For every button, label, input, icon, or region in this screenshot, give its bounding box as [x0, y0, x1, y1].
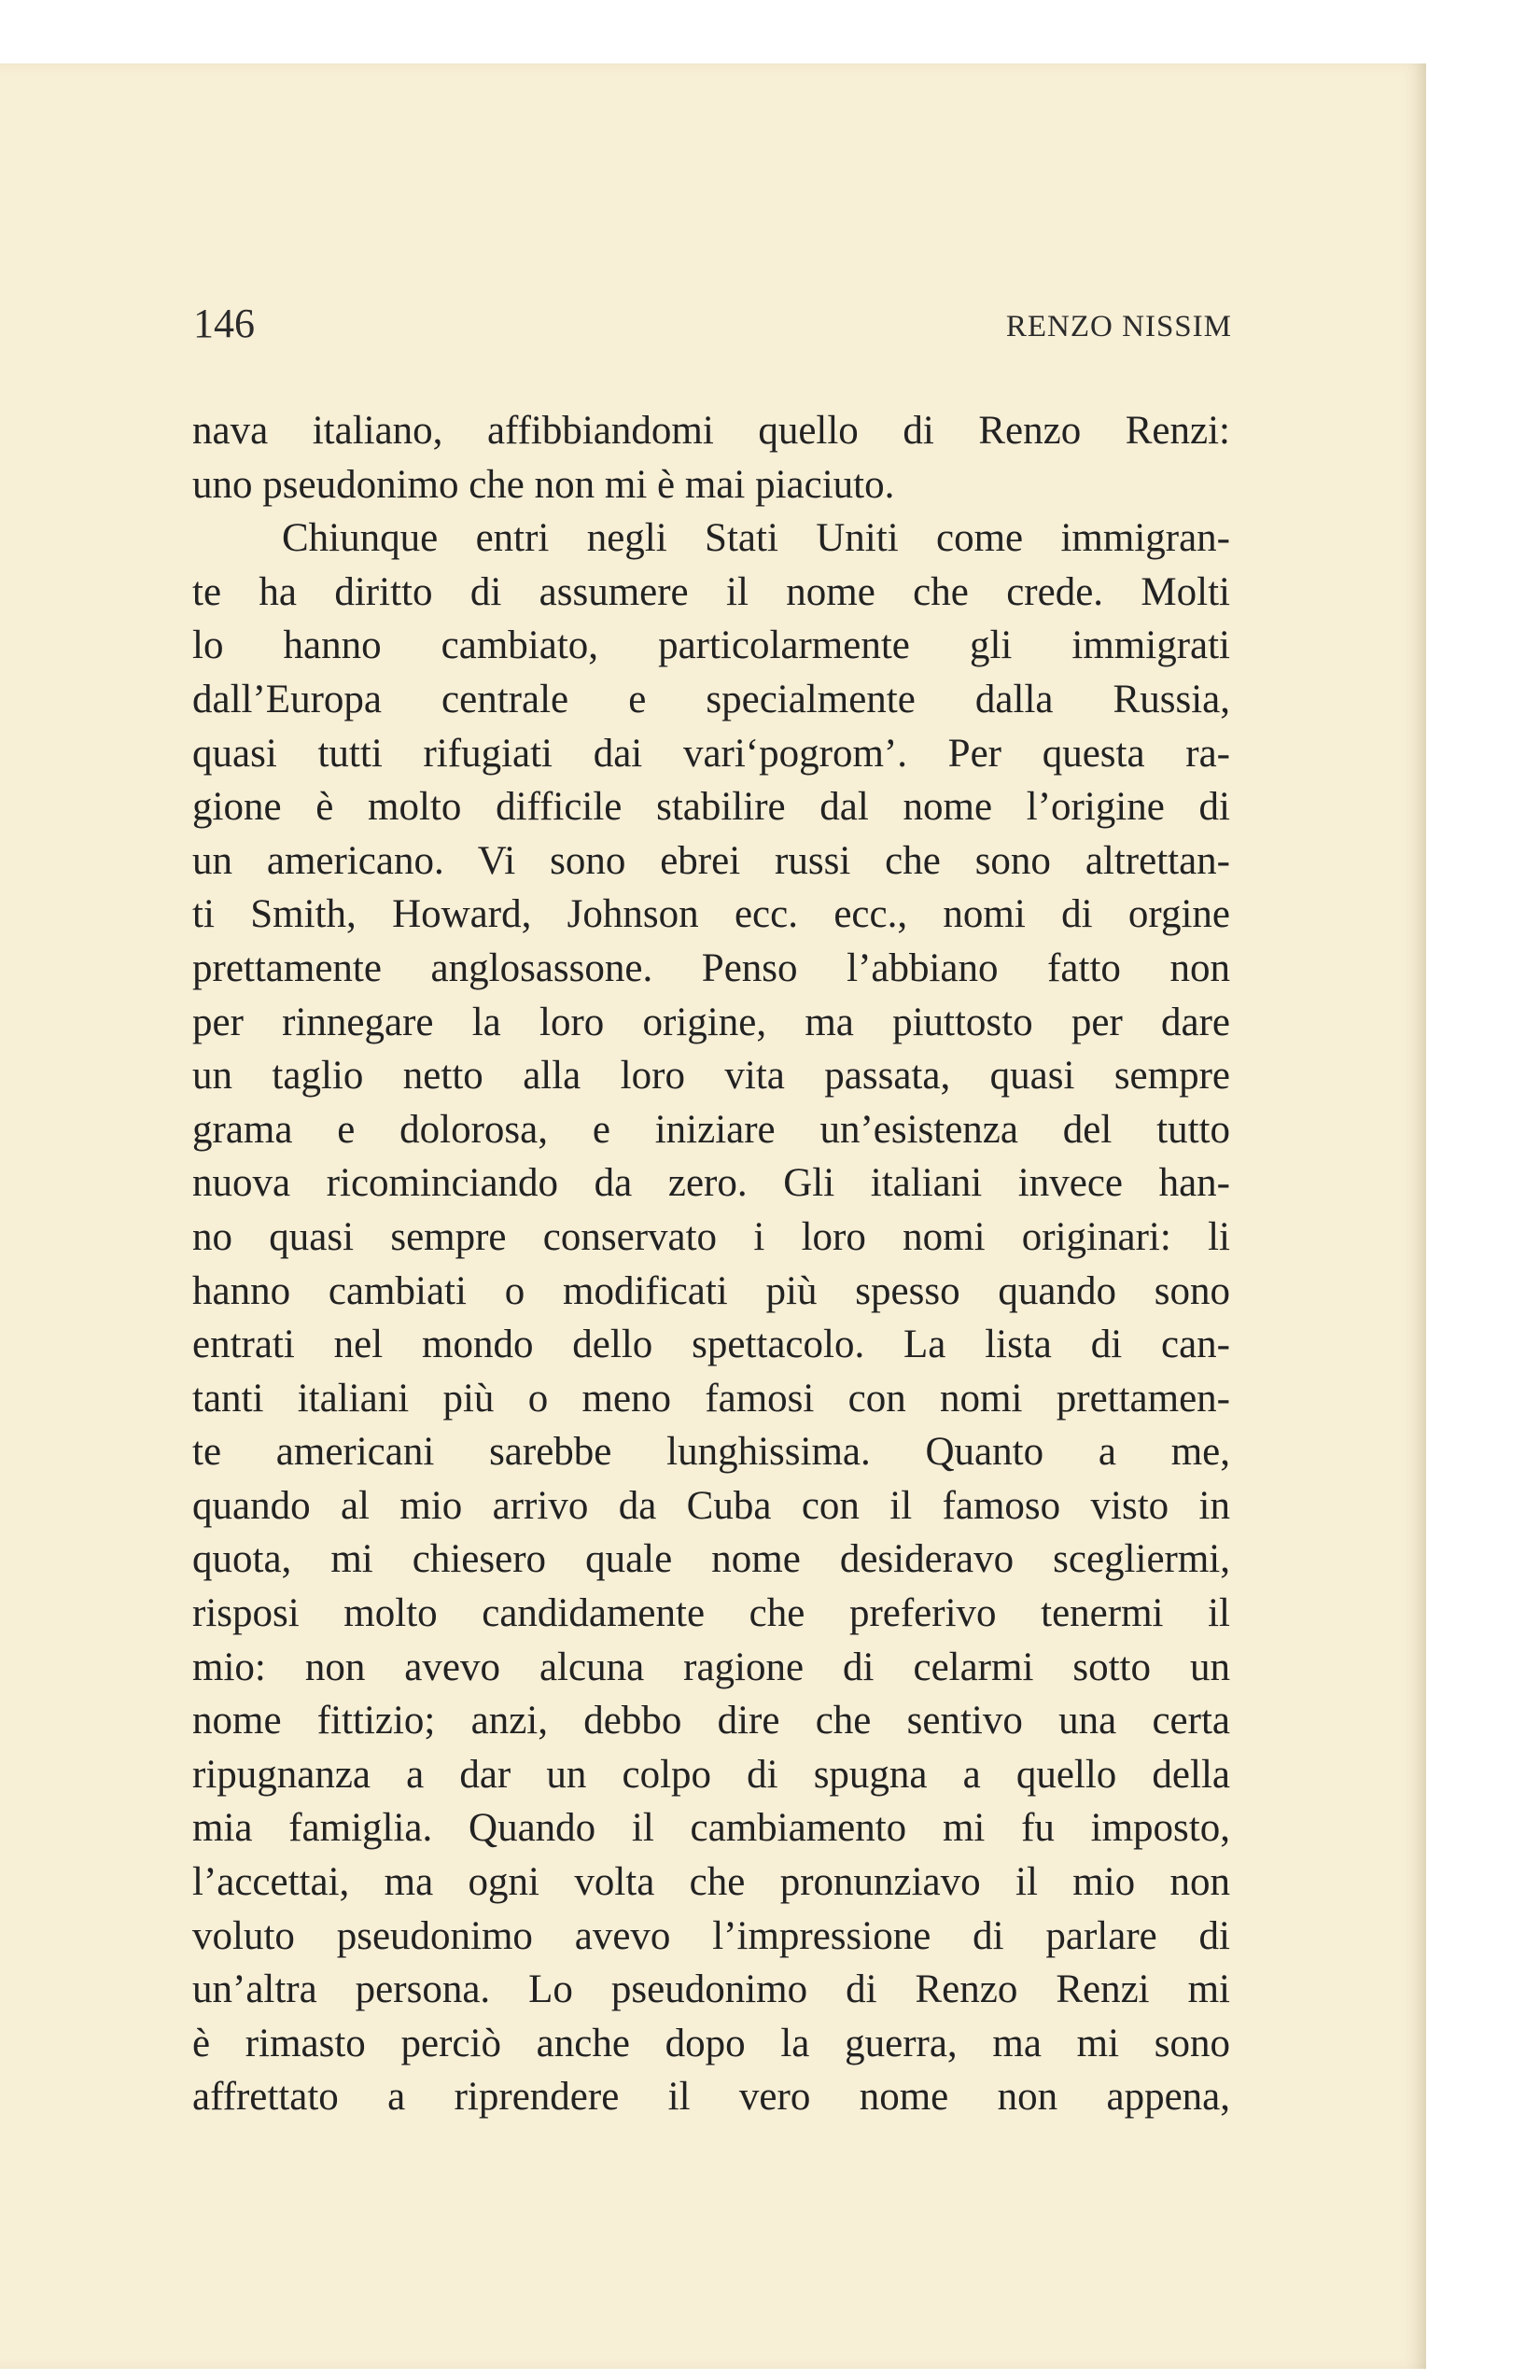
- text-line: voluto pseudonimo avevo l’impressione di parlare di: [192, 1913, 1230, 1958]
- text-line: tanti italiani più o meno famosi con nomi prettamen-: [192, 1376, 1230, 1421]
- text-line: nuova ricominciando da zero. Gli italiani invece han-: [192, 1161, 1230, 1206]
- text-line: un taglio netto alla loro vita passata, quasi sempre: [192, 1054, 1230, 1099]
- text-line: hanno cambiati o modificati più spesso quando sono: [192, 1268, 1230, 1313]
- body-text: [192, 404, 1230, 2124]
- page-number: 146: [193, 301, 255, 346]
- text-line: entrati nel mondo dello spettacolo. La lista di can-: [192, 1323, 1230, 1367]
- text-line: l’accettai, ma ogni volta che pronunziavo il mio non: [192, 1860, 1230, 1905]
- text-line: ti Smith, Howard, Johnson ecc. ecc., nomi di orgine: [192, 892, 1230, 937]
- book-page: [0, 63, 1426, 2369]
- text-line: mia famiglia. Quando il cambiamento mi fu imposto,: [192, 1806, 1230, 1851]
- text-line: un’altra persona. Lo pseudonimo di Renzo Renzi mi: [192, 1967, 1230, 2012]
- text-line: per rinnegare la loro origine, ma piuttosto per dare: [192, 1000, 1230, 1044]
- text-line: te ha diritto di assumere il nome che crede. Molti: [192, 569, 1230, 614]
- text-line: nome fittizio; anzi, debbo dire che sentivo una certa: [192, 1699, 1230, 1743]
- text-line: quando al mio arrivo da Cuba con il famoso visto in: [192, 1483, 1230, 1528]
- text-line: quasi tutti rifugiati dai vari‘pogrom’. Per questa ra-: [192, 731, 1230, 776]
- text-line: è rimasto perciò anche dopo la guerra, ma mi sono: [192, 2021, 1230, 2065]
- text-line: te americani sarebbe lunghissima. Quanto a me,: [192, 1430, 1230, 1475]
- text-line: no quasi sempre conservato i loro nomi originari: li: [192, 1214, 1230, 1259]
- text-line: dall’Europa centrale e specialmente dalla Russia,: [192, 677, 1230, 721]
- running-head: RENZO NISSIM: [1005, 310, 1232, 343]
- text-line: prettamente anglosassone. Penso l’abbiano fatto non: [192, 945, 1230, 990]
- text-line: nava italiano, affibbiandomi quello di Renzo Renzi:: [192, 409, 1230, 453]
- text-line: Chiunque entri negli Stati Uniti come immigran-: [282, 516, 1230, 561]
- text-line: lo hanno cambiato, particolarmente gli immigrati: [192, 623, 1230, 668]
- text-line: risposi molto candidamente che preferivo tenermi il: [192, 1591, 1230, 1636]
- text-line: quota, mi chiesero quale nome desideravo scegliermi,: [192, 1537, 1230, 1582]
- text-line: affrettato a riprendere il vero nome non appena,: [192, 2075, 1230, 2120]
- text-line: gione è molto difficile stabilire dal nome l’origine di: [192, 785, 1230, 830]
- text-line: uno pseudonimo che non mi è mai piaciuto.: [192, 462, 895, 507]
- text-line: ripugnanza a dar un colpo di spugna a quello della: [192, 1752, 1230, 1797]
- text-line: un americano. Vi sono ebrei russi che sono altrettan-: [192, 838, 1230, 883]
- text-line: mio: non avevo alcuna ragione di celarmi sotto un: [192, 1645, 1230, 1689]
- text-line: grama e dolorosa, e iniziare un’esistenza del tutto: [192, 1107, 1230, 1152]
